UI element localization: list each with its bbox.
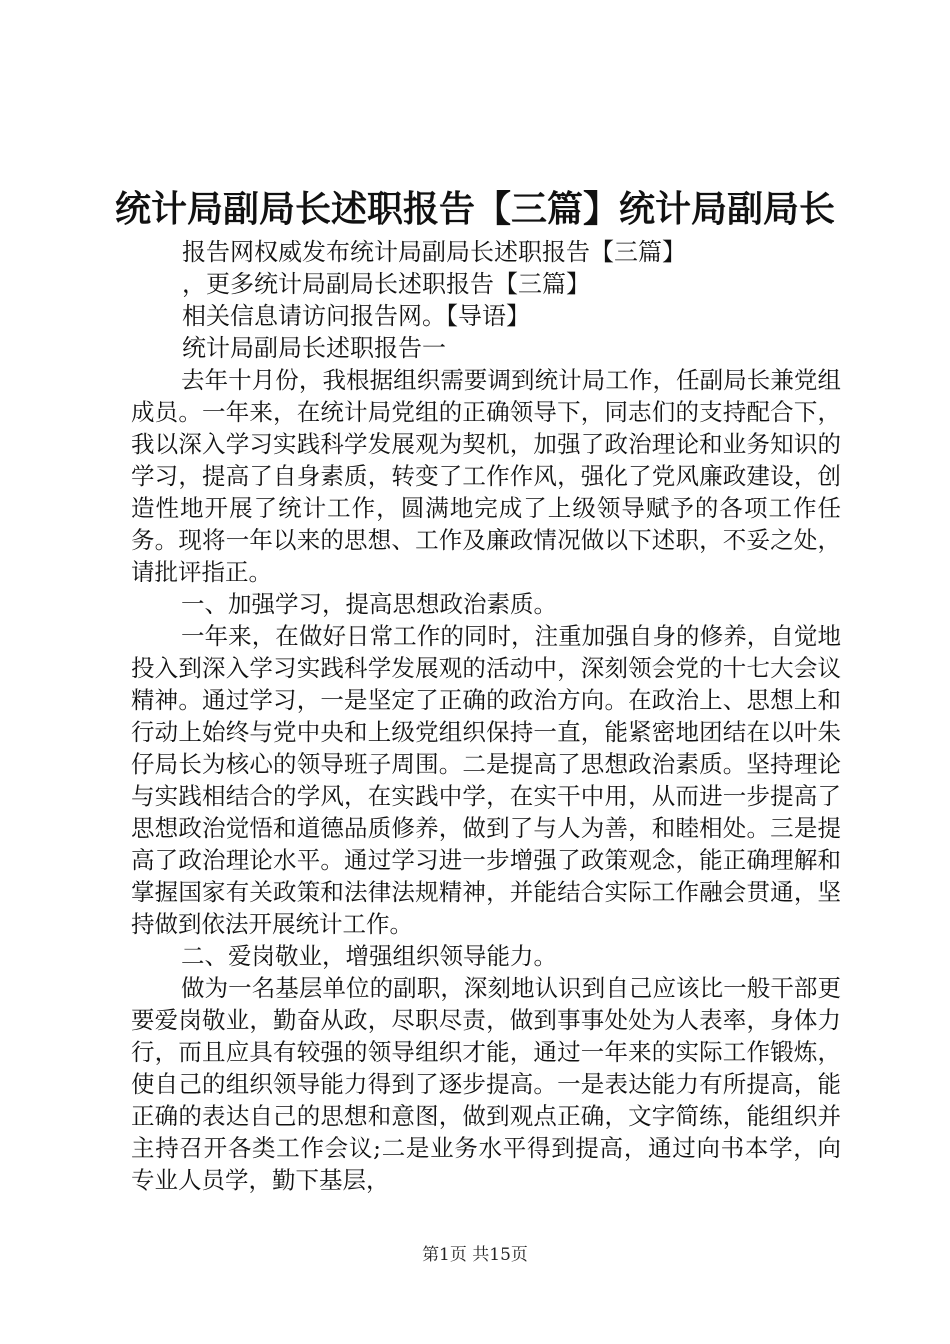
intro-line: ，更多统计局副局长述职报告【三篇】	[182, 270, 590, 298]
section-heading: 一、加强学习，提高思想政治素质。	[181, 590, 557, 618]
body-paragraph: 一年来，在做好日常工作的同时，注重加强自身的修养，自觉地投入到深入学习实践科学发展观的活动中，深刻领会党的十七大会议精神。通过学习，一是坚定了正确的政治方向。在政治上、思想上和行动上始终与党中央和上级党组织保持一直，能紧密地团结在以叶朱仔局长为核心的领导班子周围。二是提高了思想政治素质。坚持理论与实践相结合的学风，在实践中学，在实干中用，从而进一步提高了思想政治觉悟和道德品质修养，做到了与人为善，和睦相处。三是提高了政治理论水平。通过学习进一步增强了政策观念，能正确理解和掌握国家有关政策和法律法规精神，并能结合实际工作融会贯通，坚持做到依法开展统计工作。	[131, 622, 841, 938]
page-number: 第1页 共15页	[422, 1245, 528, 1265]
document-title: 统计局副局长述职报告【三篇】统计局副局长	[114, 188, 835, 230]
body-paragraph: 做为一名基层单位的副职，深刻地认识到自己应该比一般干部更要爱岗敬业，勤奋从政，尽职尽责，做到事事处处为人表率，身体力行，而且应具有较强的领导组织才能，通过一年来的实际工作锻炼，使自己的组织领导能力得到了逐步提高。一是表达能力有所提高，能正确的表达自己的思想和意图，做到观点正确，文字简练，能组织并主持召开各类工作会议;二是业务水平得到提高，通过向书本学，向专业人员学，勤下基层，	[131, 974, 841, 1194]
body-paragraph: 去年十月份，我根据组织需要调到统计局工作，任副局长兼党组成员。一年来，在统计局党组的正确领导下，同志们的支持配合下，我以深入学习实践科学发展观为契机，加强了政治理论和业务知识的学习，提高了自身素质，转变了工作作风，强化了党风廉政建设，创造性地开展了统计工作，圆满地完成了上级领导赋予的各项工作任务。现将一年以来的思想、工作及廉政情况做以下述职，不妥之处，请批评指正。	[131, 366, 841, 586]
intro-line: 报告网权威发布统计局副局长述职报告【三篇】	[182, 238, 686, 266]
document-body	[131, 364, 841, 1196]
section-heading: 二、爱岗敬业，增强组织领导能力。	[181, 942, 557, 970]
intro-line: 相关信息请访问报告网。【导语】	[182, 302, 530, 330]
section-heading: 统计局副局长述职报告一	[182, 334, 446, 362]
intro-block	[182, 236, 842, 364]
